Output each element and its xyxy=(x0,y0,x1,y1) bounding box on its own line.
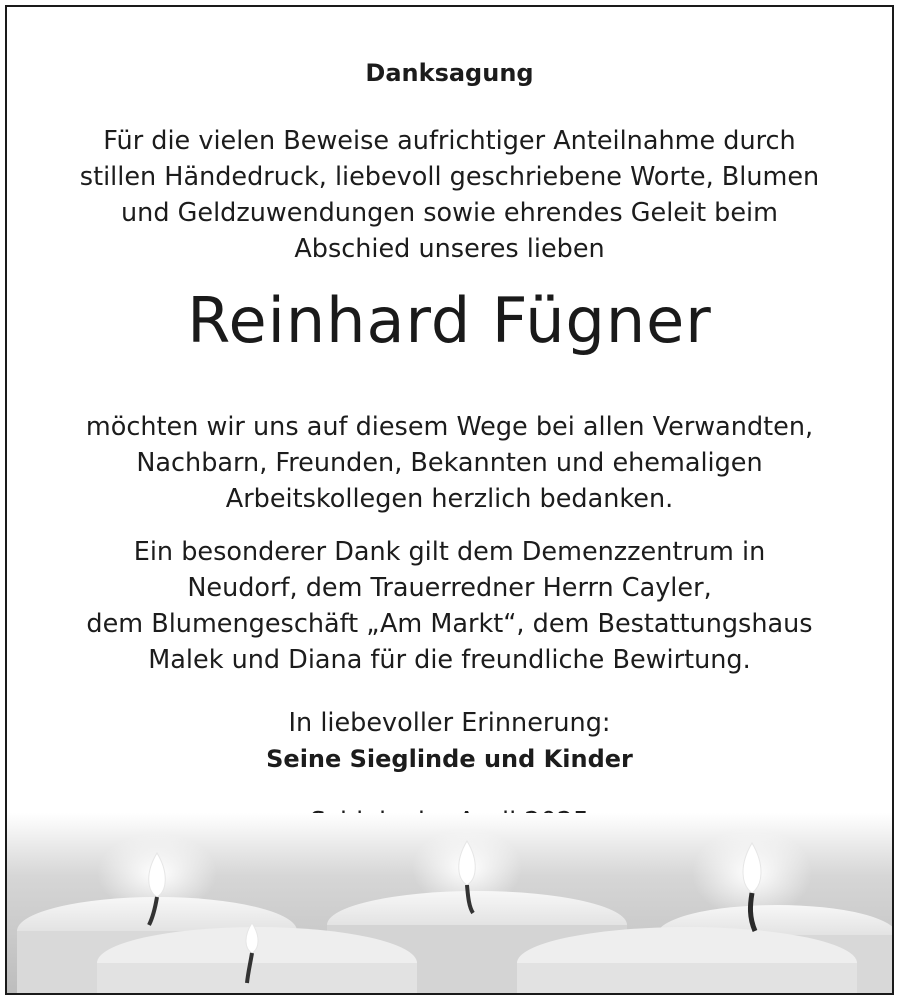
remembrance-block xyxy=(7,705,892,777)
signatories: Seine Sieglinde und Kinder xyxy=(266,745,633,773)
special-thanks-paragraph xyxy=(7,534,892,678)
candles-icon xyxy=(7,813,892,993)
intro-line: stillen Händedruck, liebevoll geschriebene Worte, Blumen xyxy=(79,162,820,192)
intro-line: und Geldzuwendungen sowie ehrendes Geleit beim xyxy=(121,198,778,228)
intro-paragraph xyxy=(7,123,892,267)
intro-line: Für die vielen Beweise aufrichtiger Anteilnahme durch xyxy=(103,126,796,156)
intro-line: Abschied unseres lieben xyxy=(294,234,605,264)
thanks-paragraph xyxy=(7,409,892,517)
candles-image xyxy=(7,813,892,993)
special-thanks-line: dem Blumengeschäft „Am Markt“, dem Bestattungshaus xyxy=(86,609,813,639)
thanks-line: Arbeitskollegen herzlich bedanken. xyxy=(225,484,674,514)
special-thanks-line: Neudorf, dem Trauerredner Herrn Cayler, xyxy=(187,573,712,603)
special-thanks-line: Malek und Diana für die freundliche Bewirtung. xyxy=(148,645,751,675)
notice-heading: Danksagung xyxy=(365,59,534,87)
thanks-line: möchten wir uns auf diesem Wege bei allen Verwandten, xyxy=(85,412,814,442)
special-thanks-line: Ein besonderer Dank gilt dem Demenzzentrum in xyxy=(133,537,766,567)
deceased-name: Reinhard Fügner xyxy=(187,284,712,357)
remembrance-text: In liebevoller Erinnerung: xyxy=(288,708,611,738)
obituary-notice xyxy=(5,5,894,995)
thanks-line: Nachbarn, Freunden, Bekannten und ehemaligen xyxy=(136,448,763,478)
